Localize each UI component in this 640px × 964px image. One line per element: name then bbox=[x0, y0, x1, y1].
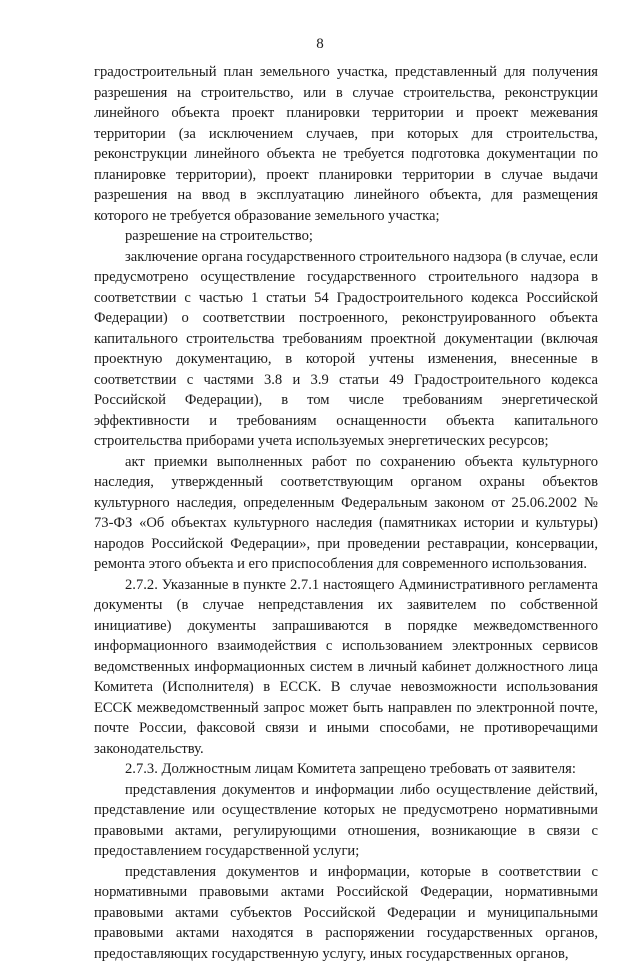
paragraph-1: градостроительный план земельного участка, представленный для получения разрешения на строительство, или в случае строительства, реконструкции линейного объекта проект планировки территории и проект межевания территории (за исключением случаев, при которых для строительства, реконструкции линейного объекта не требуется подготовка документации по планировке территории), проект планировки территории в случае выдачи разрешения на ввод в эксплуатацию линейного объекта, для размещения которого не требуется образование земельного участка; bbox=[94, 62, 598, 226]
paragraph-8: представления документов и информации, которые в соответствии с нормативными правовыми актами Российской Федерации, нормативными правовыми актами субъектов Российской Федерации и муниципальными правовыми актами находятся в распоряжении государственных органов, предоставляющих государственную услугу, иных государственных органов, bbox=[94, 862, 598, 964]
paragraph-7: представления документов и информации либо осуществление действий, представление или осуществление которых не предусмотрено нормативными правовыми актами, регулирующими отношения, возникающие в связи с предоставлением государственной услуги; bbox=[94, 780, 598, 862]
paragraph-3: заключение органа государственного строительного надзора (в случае, если предусмотрено осуществление государственного строительного надзора в соответствии с частью 1 статьи 54 Градостроительного кодекса Российской Федерации) о соответствии построенного, реконструированного объекта капитального строительства требованиям проектной документации (включая проектную документацию, в которой учтены изменения, внесенные в соответствии с частями 3.8 и 3.9 статьи 49 Градостроительного кодекса Российской Федерации), в том числе требованиям энергетической эффективности и требованиям оснащенности объекта капитального строительства приборами учета используемых энергетических ресурсов; bbox=[94, 247, 598, 452]
document-body bbox=[94, 62, 598, 964]
paragraph-2: разрешение на строительство; bbox=[94, 226, 598, 247]
page-number: 8 bbox=[0, 36, 640, 53]
paragraph-6: 2.7.3. Должностным лицам Комитета запрещено требовать от заявителя: bbox=[94, 759, 598, 780]
paragraph-4: акт приемки выполненных работ по сохранению объекта культурного наследия, утвержденный соответствующим органом охраны объектов культурного наследия, определенным Федеральным законом от 25.06.2002 № 73-ФЗ «Об объектах культурного наследия (памятниках истории и культуры) народов Российской Федерации», при проведении реставрации, консервации, ремонта этого объекта и его приспособления для современного использования. bbox=[94, 452, 598, 575]
paragraph-5: 2.7.2. Указанные в пункте 2.7.1 настоящего Административного регламента документы (в случае непредставления их заявителем по собственной инициативе) документы запрашиваются в порядке межведомственного информационного взаимодействия с использованием электронных сервисов ведомственных информационных систем в личный кабинет должностного лица Комитета (Исполнителя) в ЕССК. В случае невозможности использования ЕССК межведомственный запрос может быть направлен по электронной почте, почте России, факсовой связи и иными способами, не противоречащими законодательству. bbox=[94, 575, 598, 760]
